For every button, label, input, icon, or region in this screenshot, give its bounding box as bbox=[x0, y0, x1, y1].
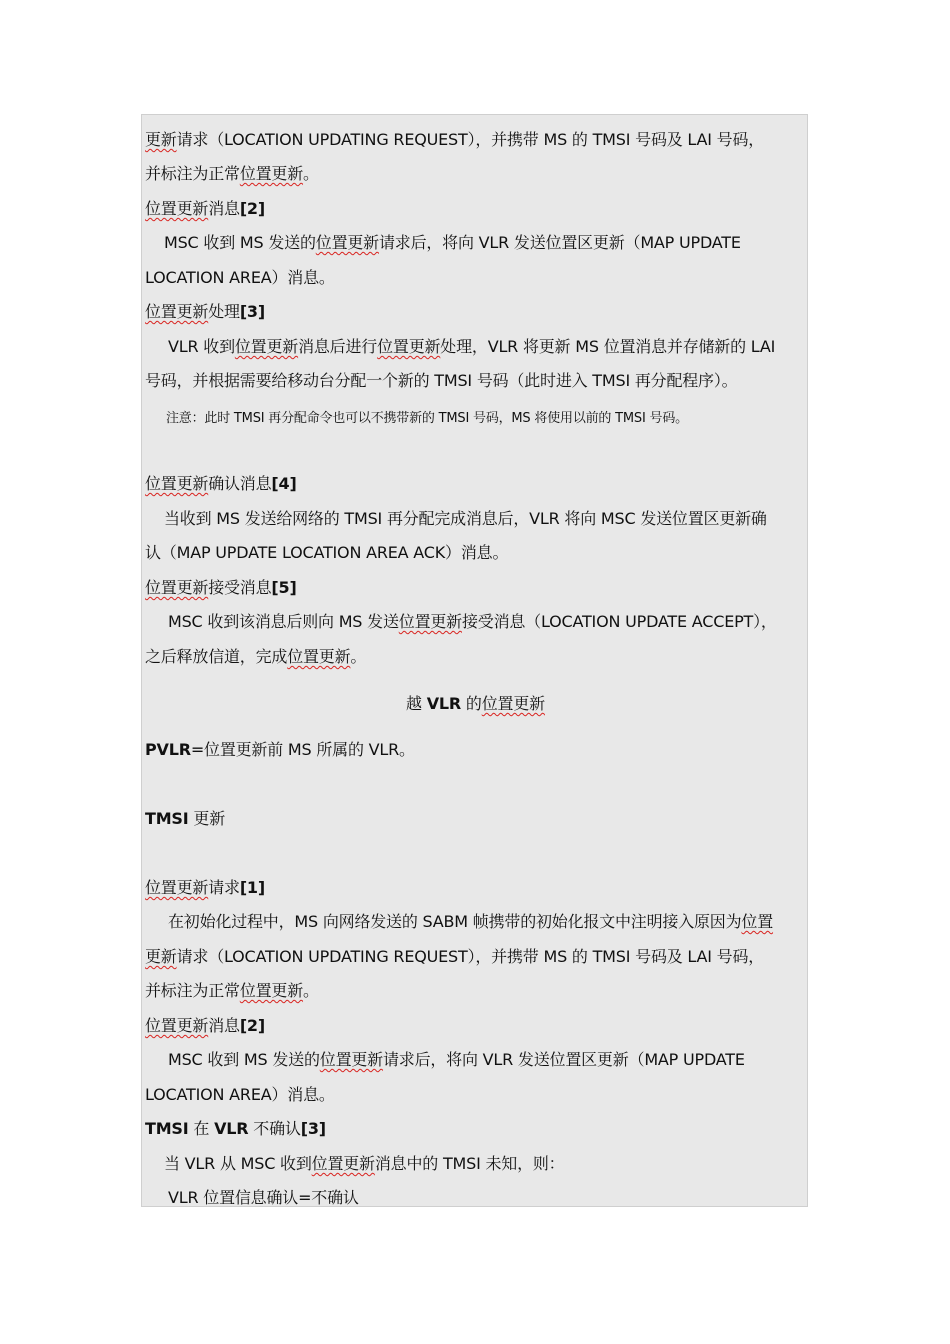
text-line bbox=[145, 947, 764, 967]
bold-text: [2] bbox=[239, 199, 265, 218]
text-segment: 越 bbox=[406, 694, 427, 713]
underlined-term: 位置更新 bbox=[239, 164, 304, 183]
underlined-term: 位置更新 bbox=[319, 1050, 383, 1069]
underlined-term: 位置更新 bbox=[311, 1154, 375, 1173]
underlined-term: 位置更新 bbox=[145, 578, 209, 597]
text-segment: 号码，并根据需要给移动台分配一个新的 TMSI 号码（此时进入 TMSI 再分配程序）。 bbox=[145, 371, 738, 390]
underlined-term: 位置更新 bbox=[239, 981, 304, 1000]
underlined-term: 位置 bbox=[741, 912, 774, 931]
text-segment: 处理 bbox=[208, 302, 240, 321]
section-heading bbox=[145, 1016, 265, 1036]
text-segment: 注意：此时 TMSI 再分配命令也可以不携带新的 TMSI 号码，MS 将使用以前的 TMSI 号码。 bbox=[166, 411, 688, 426]
text-segment: VLR 位置信息确认=不确认 bbox=[168, 1188, 359, 1207]
text-segment: 处理，VLR 将更新 MS 位置消息并存储新的 LAI bbox=[440, 337, 776, 356]
text-line bbox=[145, 981, 319, 1001]
text-segment: 确认消息 bbox=[208, 474, 272, 493]
section-heading bbox=[145, 878, 265, 898]
bold-text: [3] bbox=[239, 302, 265, 321]
underlined-term: 位置更新 bbox=[377, 337, 441, 356]
underlined-term: 更新 bbox=[145, 947, 177, 966]
text-line bbox=[164, 1154, 565, 1174]
text-segment: 不确认 bbox=[248, 1119, 301, 1138]
text-segment: 在 bbox=[188, 1119, 215, 1138]
text-segment: VLR 收到 bbox=[168, 337, 235, 356]
bold-text: [2] bbox=[239, 1016, 265, 1035]
text-line bbox=[145, 543, 508, 563]
text-segment: 之后释放信道，完成 bbox=[145, 647, 288, 666]
text-line bbox=[164, 233, 741, 253]
text-line bbox=[168, 912, 773, 932]
text-segment: 消息 bbox=[208, 199, 240, 218]
text-segment: 在初始化过程中，MS 向网络发送的 SABM 帧携带的初始化报文中注明接入原因为 bbox=[168, 912, 742, 931]
bold-text: VLR bbox=[214, 1119, 249, 1138]
section-heading bbox=[145, 474, 297, 494]
document-page bbox=[141, 114, 808, 1207]
bold-text: [1] bbox=[239, 878, 265, 897]
text-segment: 消息中的 TMSI 未知，则： bbox=[374, 1154, 565, 1173]
underlined-term: 更新 bbox=[145, 130, 177, 149]
underlined-term: 位置更新 bbox=[481, 694, 545, 713]
text-segment: 并标注为正常 bbox=[145, 981, 240, 1000]
section-heading bbox=[145, 302, 265, 322]
underlined-term: 位置更新 bbox=[287, 647, 351, 666]
underlined-term: 位置更新 bbox=[145, 474, 209, 493]
text-line bbox=[168, 1188, 359, 1208]
text-segment: 接受消息（LOCATION UPDATE ACCEPT）， bbox=[461, 612, 777, 631]
text-segment: 当 VLR 从 MSC 收到 bbox=[164, 1154, 312, 1173]
underlined-term: 位置更新 bbox=[145, 302, 209, 321]
text-line bbox=[145, 647, 366, 667]
underlined-term: 位置更新 bbox=[234, 337, 299, 356]
section-title bbox=[142, 694, 809, 714]
text-segment: 接受消息 bbox=[208, 578, 272, 597]
bold-text: [5] bbox=[271, 578, 297, 597]
bold-text: [3] bbox=[300, 1119, 326, 1138]
bold-text: TMSI bbox=[145, 809, 189, 828]
text-segment: 更新 bbox=[188, 809, 226, 828]
underlined-term: 位置更新 bbox=[145, 1016, 209, 1035]
text-segment: MSC 收到该消息后则向 MS 发送 bbox=[168, 612, 399, 631]
text-line bbox=[145, 1085, 335, 1105]
note-line bbox=[166, 409, 688, 429]
bold-text: PVLR bbox=[145, 740, 191, 759]
text-segment: 消息后进行 bbox=[298, 337, 378, 356]
text-line bbox=[145, 268, 335, 288]
underlined-term: 位置更新 bbox=[398, 612, 462, 631]
text-line bbox=[145, 164, 319, 184]
text-segment: =位置更新前 MS 所属的 VLR。 bbox=[190, 740, 415, 759]
section-heading bbox=[145, 809, 225, 829]
text-segment: 。 bbox=[303, 981, 319, 1000]
text-segment: 消息 bbox=[208, 1016, 240, 1035]
text-segment: LOCATION AREA）消息。 bbox=[145, 268, 335, 287]
text-segment: 当收到 MS 发送给网络的 TMSI 再分配完成消息后，VLR 将向 MSC 发送位置区更新确 bbox=[164, 509, 767, 528]
underlined-term: 位置更新 bbox=[145, 199, 209, 218]
definition-line bbox=[145, 740, 415, 760]
text-segment: 。 bbox=[303, 164, 319, 183]
text-line bbox=[145, 130, 764, 150]
underlined-term: 位置更新 bbox=[315, 233, 379, 252]
text-segment: 请求后，将向 VLR 发送位置区更新（MAP UPDATE bbox=[378, 233, 741, 252]
text-segment: 认（MAP UPDATE LOCATION AREA ACK）消息。 bbox=[145, 543, 509, 562]
bold-text: VLR bbox=[426, 694, 462, 713]
text-line bbox=[168, 612, 777, 632]
text-segment: 请求 bbox=[208, 878, 240, 897]
text-segment: 。 bbox=[350, 647, 367, 666]
text-line bbox=[168, 1050, 745, 1070]
text-line bbox=[145, 371, 737, 391]
text-segment: 并标注为正常 bbox=[145, 164, 240, 183]
section-heading bbox=[145, 578, 297, 598]
text-line bbox=[168, 337, 775, 357]
section-heading bbox=[145, 1119, 326, 1139]
underlined-term: 位置更新 bbox=[145, 878, 209, 897]
text-segment: 请求（LOCATION UPDATING REQUEST），并携带 MS 的 TMSI 号码及 LAI 号码， bbox=[176, 130, 765, 149]
text-segment: MSC 收到 MS 发送的 bbox=[164, 233, 316, 252]
section-heading bbox=[145, 199, 265, 219]
text-segment: 请求后，将向 VLR 发送位置区更新（MAP UPDATE bbox=[382, 1050, 745, 1069]
text-segment: 请求（LOCATION UPDATING REQUEST），并携带 MS 的 TMSI 号码及 LAI 号码， bbox=[176, 947, 765, 966]
bold-text: [4] bbox=[271, 474, 297, 493]
text-segment: 的 bbox=[461, 694, 482, 713]
text-segment: MSC 收到 MS 发送的 bbox=[168, 1050, 320, 1069]
bold-text: TMSI bbox=[145, 1119, 189, 1138]
text-segment: LOCATION AREA）消息。 bbox=[145, 1085, 335, 1104]
text-line bbox=[164, 509, 767, 529]
